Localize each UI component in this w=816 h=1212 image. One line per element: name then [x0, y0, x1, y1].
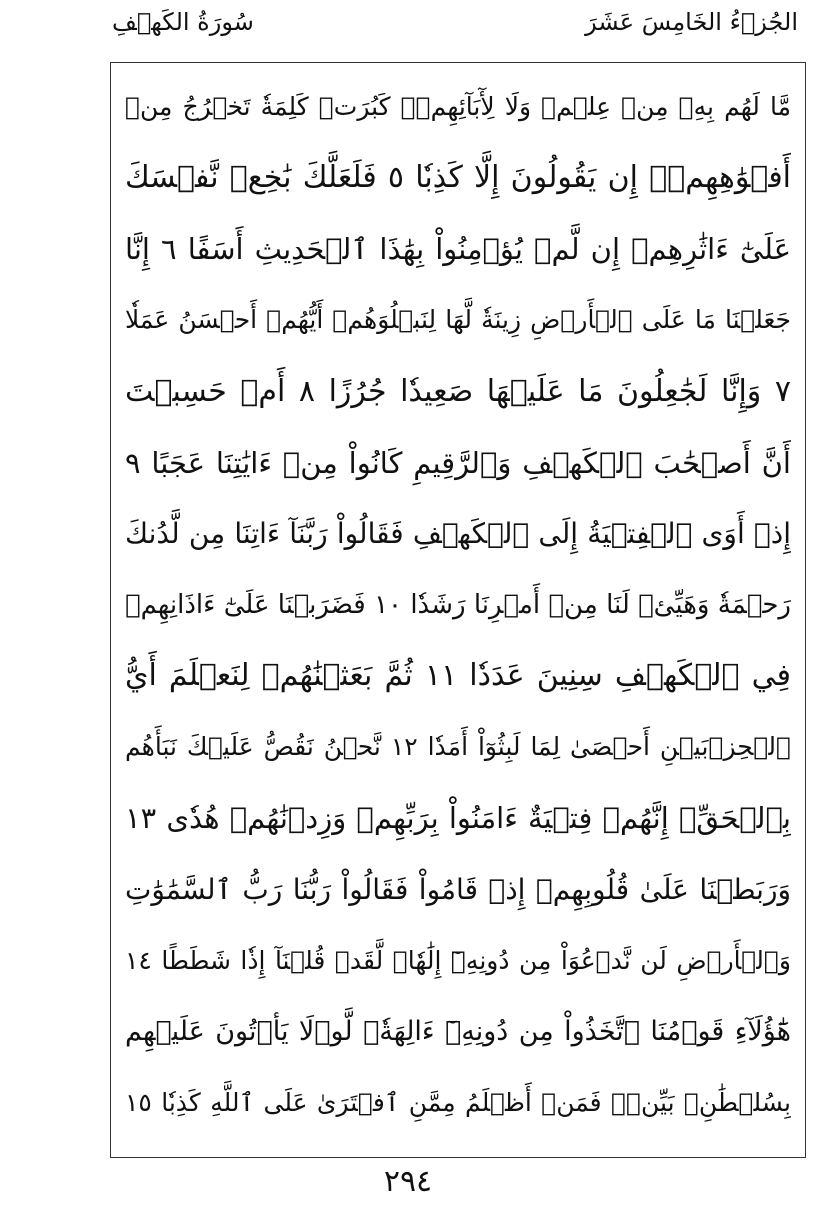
text-line-12: وَرَبَطۡنَا عَلَىٰ قُلُوبِهِمۡ إِذۡ قَامُواْ فَقَالُواْ رَبُّنَا رَبُّ ٱلسَّمَٰوَٰتِ [125, 872, 791, 906]
text-line-9: فِي ٱلۡكَهۡفِ سِنِينَ عَدَدٗا ١١ ثُمَّ بَعَثۡنَٰهُمۡ لِنَعۡلَمَ أَيُّ [125, 658, 791, 694]
text-line-4: جَعَلۡنَا مَا عَلَى ٱلۡأَرۡضِ زِينَةٗ لَّهَا لِنَبۡلُوَهُمۡ أَيُّهُمۡ أَحۡسَنُ عَمَلٗا [125, 305, 791, 335]
text-line-6: أَنَّ أَصۡحَٰبَ ٱلۡكَهۡفِ وَٱلرَّقِيمِ كَانُواْ مِنۡ ءَايَٰتِنَا عَجَبًا ٩ [125, 445, 791, 480]
page-number: ٢٩٤ [383, 1164, 433, 1199]
text-line-2: أَفۡوَٰهِهِمۡۚ إِن يَقُولُونَ إِلَّا كَذِبٗا ٥ فَلَعَلَّكَ بَٰخِعٞ نَّفۡسَكَ [125, 160, 791, 196]
text-line-11: بِٱلۡحَقِّۚ إِنَّهُمۡ فِتۡيَةٌ ءَامَنُواْ بِرَبِّهِمۡ وَزِدۡنَٰهُمۡ هُدٗى ١٣ [125, 801, 791, 836]
surah-name: سُورَةُ الكَهۡفِ [112, 8, 254, 36]
juz-name: الجُزۡءُ الخَامِسَ عَشَرَ [585, 8, 798, 36]
text-line-14: هَٰٓؤُلَآءِ قَوۡمُنَا ٱتَّخَذُواْ مِن دُونِهِۦٓ ءَالِهَةٗۖ لَّوۡلَا يَأۡتُونَ عَلَيۡهِم [125, 1015, 791, 1047]
page-header [0, 0, 816, 62]
text-line-13: وَٱلۡأَرۡضِ لَن نَّدۡعُوَاْ مِن دُونِهِۦٓ إِلَٰهٗاۖ لَّقَدۡ قُلۡنَآ إِذٗا شَطَطًا ١٤ [125, 945, 791, 975]
text-line-1: مَّا لَهُم بِهِۦ مِنۡ عِلۡمٖ وَلَا لِأٓبَآئِهِمۡۚ كَبُرَتۡ كَلِمَةٗ تَخۡرُجُ مِنۡ [125, 92, 791, 121]
text-frame [110, 62, 806, 1158]
verse-lines [125, 77, 791, 1143]
text-line-7: إِذۡ أَوَى ٱلۡفِتۡيَةُ إِلَى ٱلۡكَهۡفِ فَقَالُواْ رَبَّنَآ ءَاتِنَا مِن لَّدُنكَ [125, 516, 791, 550]
text-line-8: رَحۡمَةٗ وَهَيِّئۡ لَنَا مِنۡ أَمۡرِنَا رَشَدٗا ١٠ فَضَرَبۡنَا عَلَىٰٓ ءَاذَانِهِمۡ [125, 589, 791, 620]
text-line-15: بِسُلۡطَٰنِۭ بَيِّنٖۖ فَمَنۡ أَظۡلَمُ مِمَّنِ ٱفۡتَرَىٰ عَلَى ٱللَّهِ كَذِبٗا ١٥ [125, 1087, 791, 1117]
text-line-10: ٱلۡحِزۡبَيۡنِ أَحۡصَىٰ لِمَا لَبِثُوٓاْ أَمَدٗا ١٢ نَّحۡنُ نَقُصُّ عَلَيۡكَ نَبَأَهُم [125, 732, 791, 762]
text-line-5: ٧ وَإِنَّا لَجَٰعِلُونَ مَا عَلَيۡهَا صَعِيدٗا جُرُزًا ٨ أَمۡ حَسِبۡتَ [125, 373, 791, 409]
text-line-3: عَلَىٰٓ ءَاثَٰرِهِمۡ إِن لَّمۡ يُؤۡمِنُواْ بِهَٰذَا ٱلۡحَدِيثِ أَسَفًا ٦ إِنَّا [125, 232, 791, 267]
